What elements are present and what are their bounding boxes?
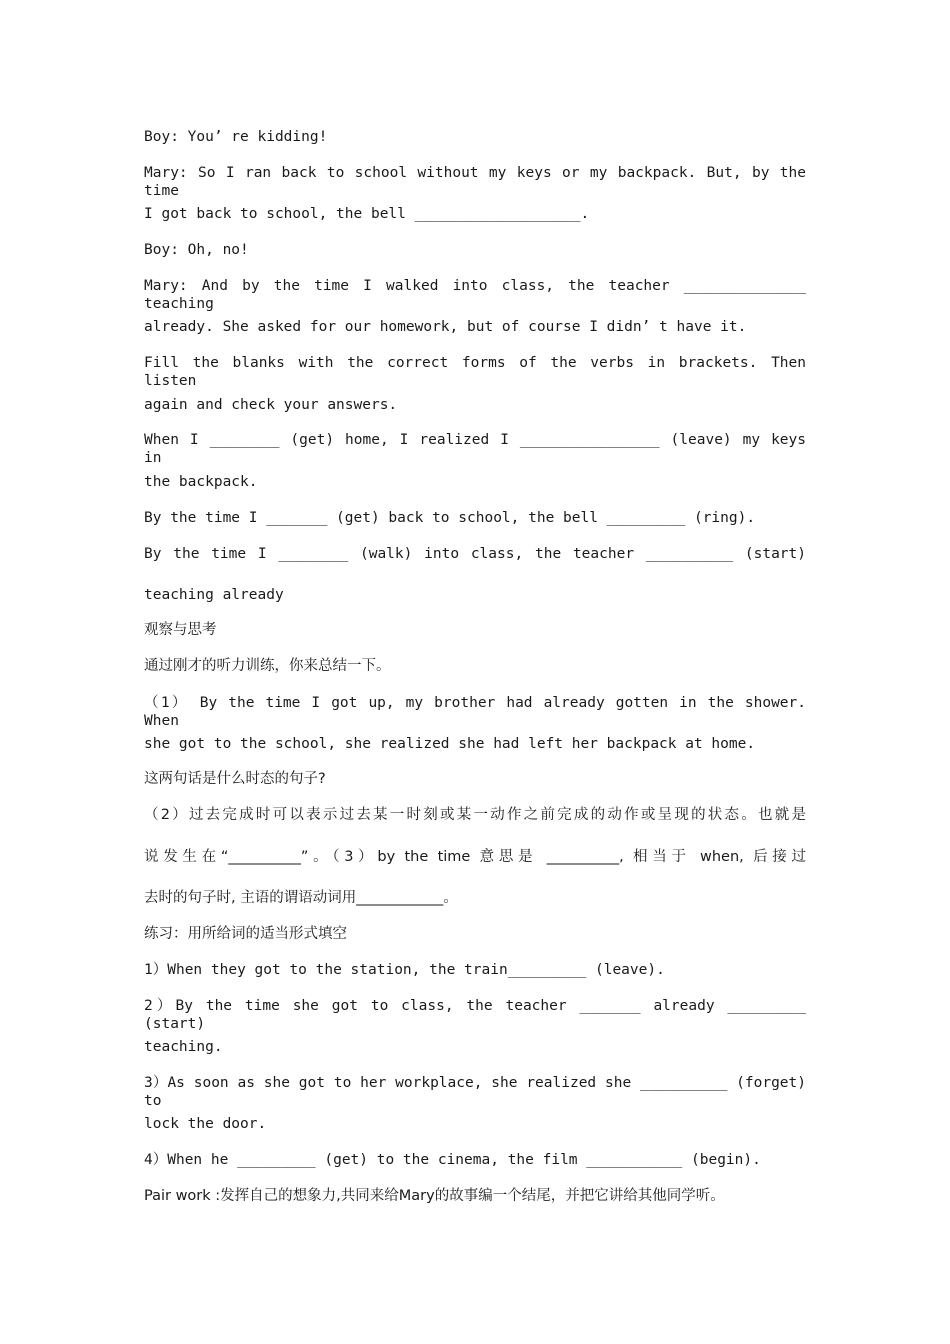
pair-work-line: Pair work :发挥自己的想象力,共同来给Mary的故事编一个结尾，并把它讲给其他同学听。: [144, 1188, 725, 1204]
practice-item-3: 3）As soon as she got to her workplace, she realized she __________ (forget) to: [144, 1075, 806, 1109]
practice-item-1: 1）When they got to the station, the train_________ (leave).: [144, 962, 665, 978]
dialogue-line-mary-1: Mary: So I ran back to school without my keys or my backpack. But, by the time: [144, 165, 806, 199]
instruction-line-cont: again and check your answers.: [144, 397, 398, 413]
practice-item-3-cont: lock the door.: [144, 1116, 267, 1132]
exercise-sentence-3-cont: teaching already: [144, 587, 284, 603]
grammar-note-1: （2）过去完成时可以表示过去某一时刻或某一动作之前完成的动作或呈现的状态。也就是: [144, 807, 806, 823]
exercise-sentence-1-cont: the backpack.: [144, 474, 258, 490]
practice-item-2-cont: teaching.: [144, 1039, 223, 1055]
exercise-sentence-3: By the time I ________ (walk) into class, the teacher __________ (start): [144, 546, 806, 562]
practice-item-4: 4）When he _________ (get) to the cinema, the film ___________ (begin).: [144, 1152, 761, 1168]
exercise-sentence-2: By the time I _______ (get) back to school, the bell _________ (ring).: [144, 510, 756, 526]
example-sentence-cont: she got to the school, she realized she had left her backpack at home.: [144, 736, 756, 752]
tense-question: 这两句话是什么时态的句子?: [144, 771, 326, 787]
practice-item-2: 2）By the time she got to class, the teacher _______ already _________ (start): [144, 998, 806, 1032]
dialogue-line-mary-1-cont: I got back to school, the bell ___________________.: [144, 206, 590, 222]
example-sentence: （1） By the time I got up, my brother had already gotten in the shower. When: [144, 695, 806, 729]
dialogue-line-mary-2: Mary: And by the time I walked into class, the teacher ______________ teaching: [144, 278, 806, 312]
section-heading-observe: 观察与思考: [144, 622, 217, 638]
grammar-note-3: 去时的句子时, 主语的谓语动词用____________。: [144, 890, 458, 906]
exercise-sentence-1: When I ________ (get) home, I realized I ________________ (leave) my keys in: [144, 432, 806, 466]
instruction-line: Fill the blanks with the correct forms of the verbs in brackets. Then listen: [144, 355, 806, 389]
dialogue-line-boy-1: Boy: You’ re kidding!: [144, 129, 328, 145]
practice-heading: 练习：用所给词的适当形式填空: [144, 926, 347, 942]
summary-prompt: 通过刚才的听力训练，你来总结一下。: [144, 658, 391, 674]
dialogue-line-boy-2: Boy: Oh, no!: [144, 242, 249, 258]
grammar-note-2: 说发生在“__________”。（3）by the time 意思是 __________, 相当于 when, 后接过: [144, 849, 806, 865]
dialogue-line-mary-2-cont: already. She asked for our homework, but of course I didn’ t have it.: [144, 319, 747, 335]
